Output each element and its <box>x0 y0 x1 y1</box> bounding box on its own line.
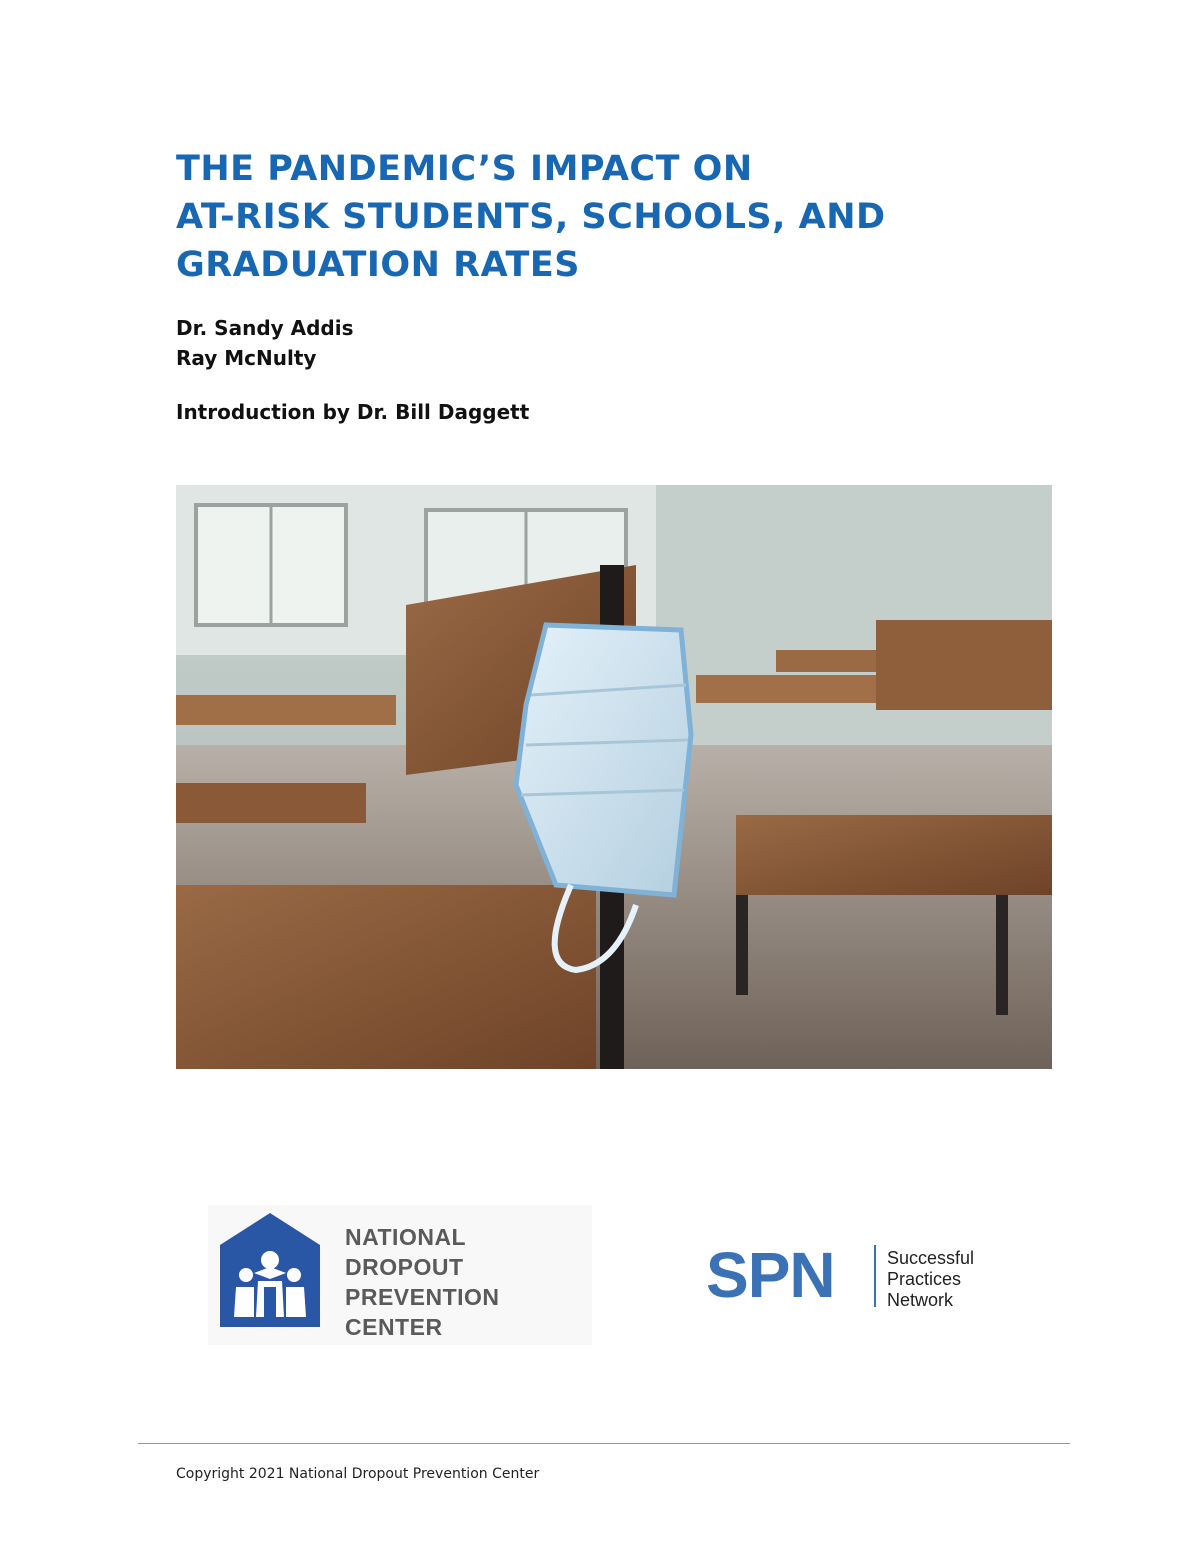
spn-name <box>887 1248 974 1311</box>
ndpc-name <box>345 1222 500 1342</box>
cover-photo <box>176 485 1052 1069</box>
author-name: Ray McNulty <box>176 346 317 370</box>
introduction-credit: Introduction by Dr. Bill Daggett <box>176 400 530 424</box>
title-line-3: GRADUATION RATES <box>176 245 580 285</box>
author-name: Dr. Sandy Addis <box>176 316 354 340</box>
footer-divider <box>138 1443 1070 1444</box>
ndpc-line: NATIONAL <box>345 1224 467 1250</box>
ndpc-line: PREVENTION <box>345 1284 500 1310</box>
ndpc-logo <box>208 1205 592 1345</box>
spn-line: Practices <box>887 1269 962 1289</box>
spn-line: Network <box>887 1290 954 1310</box>
ndpc-line: CENTER <box>345 1314 443 1340</box>
ndpc-line: DROPOUT <box>345 1254 464 1280</box>
document-title <box>176 145 1076 289</box>
classroom-chair-with-face-mask-photo <box>176 485 1052 1069</box>
copyright-notice: Copyright 2021 National Dropout Prevention Center <box>176 1466 540 1482</box>
title-line-2: AT-RISK STUDENTS, SCHOOLS, AND <box>176 197 886 237</box>
spn-mark: SPN <box>706 1239 835 1311</box>
ndpc-house-people-logo-icon <box>208 1205 333 1345</box>
spn-logo <box>706 1240 1006 1320</box>
spn-divider <box>874 1245 876 1307</box>
title-line-1: THE PANDEMIC’S IMPACT ON <box>176 149 753 189</box>
author-list <box>176 313 354 373</box>
spn-line: Successful <box>887 1248 975 1268</box>
